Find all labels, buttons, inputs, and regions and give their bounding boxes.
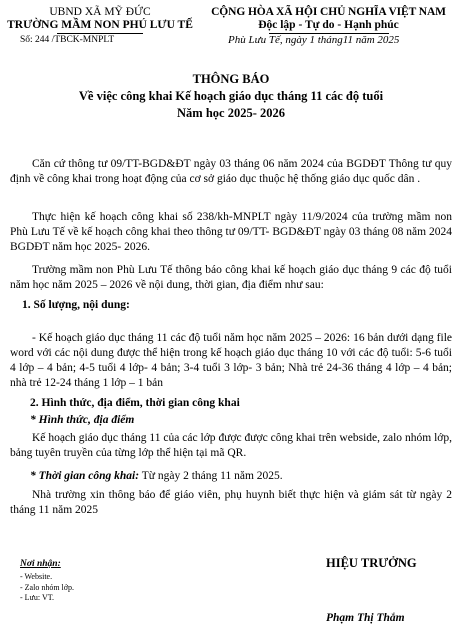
recipients-heading: Nơi nhận:	[20, 559, 61, 569]
recipients-list	[20, 572, 74, 604]
document-title: THÔNG BÁO	[192, 72, 270, 86]
header-left-underline	[57, 33, 143, 34]
nation-name: CỘNG HÒA XÃ HỘI CHỦ NGHĨA VIỆT NAM	[211, 6, 446, 18]
publication-time	[30, 470, 283, 482]
form-location-heading: * Hình thức, địa điểm	[30, 414, 135, 426]
section-1-heading: 1. Số lượng, nội dung:	[22, 299, 130, 311]
paragraph-announcement: Trường mầm non Phù Lưu Tế thông báo công khai kế hoạch giáo dục tháng 9 các độ tuổi năm học năm 2025 – 2026 về nội dung, thời gian, địa điểm như sau:	[10, 264, 452, 291]
school-year: Năm học 2025- 2026	[177, 106, 285, 120]
paragraph-implementation: Thực hiện kế hoạch công khai số 238/kh-MNPLT ngày 11/9/2024 của trường mầm non Phù Lưu Tế về kế hoạch công khai theo thông tư 09/TT- BGD&ĐT ngày 03 tháng 08 năm 2024 BGDĐT năm học 2025- 2026.	[10, 211, 452, 253]
section-2-heading: 2. Hình thức, địa điểm, thời gian công khai	[30, 397, 240, 409]
form-location-content: Kế hoạch giáo dục tháng 11 của các lớp được được công khai trên webside, zalo nhóm lớp, bảng tuyên truyền của từng lớp thể hiện tại mã QR.	[10, 432, 452, 459]
publication-time-label: * Thời gian công khai:	[30, 470, 140, 482]
signer-name: Phạm Thị Thắm	[326, 612, 405, 624]
section-1-content: - Kế hoạch giáo dục tháng 11 các độ tuổi năm học năm 2025 – 2026: 16 bản dưới dạng file word với các nội dung được thể hiện trong kế hoạch giáo dục tháng 10 với các độ tuổi: 5-6 tuổi 4 lớp – 4 bản; 4-5 tuổi 4 lớp- 4 bản; 3-4 tuổi 3 lớp- 3 bản; Nhà trẻ 24-36 tháng 4 lớp – 4 bản; nhà trẻ 12-24 tháng 1 lớp – 1 bản	[10, 332, 452, 389]
issuing-organization	[0, 6, 200, 34]
recipient-item: - Zalo nhóm lớp.	[20, 582, 74, 592]
parent-organization: UBND XÃ MỸ ĐỨC	[49, 6, 151, 18]
reference-number: Số: 244 /TBCK-MNPLT	[20, 35, 115, 45]
place-date: Phù Lưu Tế, ngày 1 tháng11 năm 2025	[228, 34, 400, 46]
national-motto: Độc lập - Tự do - Hạnh phúc	[258, 19, 399, 31]
national-header	[195, 6, 462, 34]
publication-time-value: Từ ngày 2 tháng 11 năm 2025.	[139, 470, 283, 482]
signer-title: HIỆU TRƯỞNG	[326, 556, 417, 570]
closing-paragraph: Nhà trường xin thông báo để giáo viên, phụ huynh biết thực hiện và giám sát từ ngày 2 tháng 11 năm 2025	[10, 489, 452, 516]
school-name: TRƯỜNG MẦM NON PHÚ LƯU TẾ	[7, 19, 193, 31]
recipient-item: - Lưu: VT.	[20, 593, 55, 602]
document-subject: Về việc công khai Kế hoạch giáo dục tháng 11 các độ tuổi	[78, 89, 384, 103]
paragraph-legal-basis: Căn cứ thông tư 09/TT-BGD&ĐT ngày 03 tháng 06 năm 2024 của BGDĐT Thông tư quy định về công khai trong hoạt động của cơ sở giáo dục thuộc hệ thống giáo dục quốc dân .	[10, 158, 452, 185]
recipient-item: - Website.	[20, 572, 53, 581]
